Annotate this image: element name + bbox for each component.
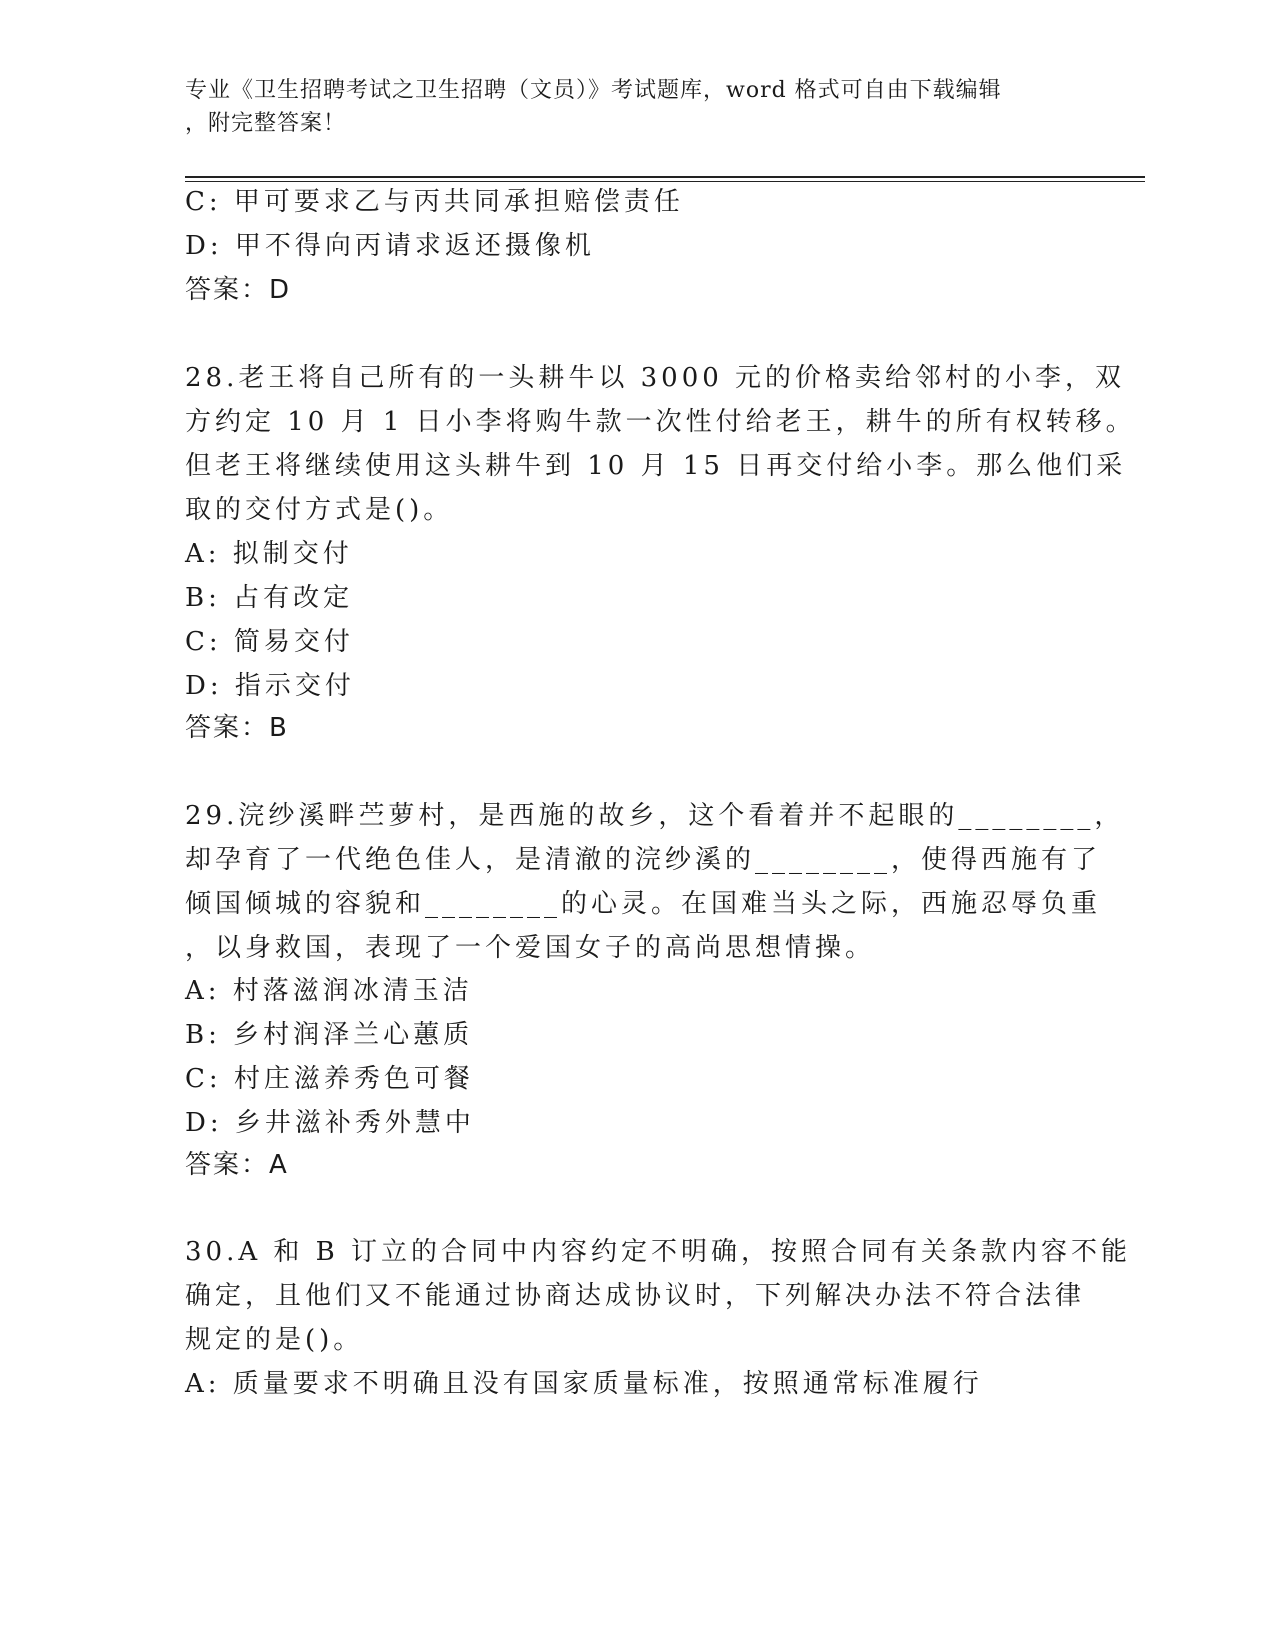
q28-option-a: A: 拟制交付 [185,539,353,569]
q30-option-a: A: 质量要求不明确且没有国家质量标准，按照通常标准履行 [185,1369,983,1399]
q30-stem-line-2: 确定，且他们又不能通过协商达成协议时，下列解决办法不符合法律 [185,1281,1086,1311]
q30-stem-line-1: 30.A 和 B 订立的合同中内容约定不明确，按照合同有关条款内容不能 [185,1237,1132,1267]
q29-option-d: D: 乡井滋补秀外慧中 [185,1108,475,1138]
q29-option-b: B: 乡村润泽兰心蕙质 [185,1020,474,1050]
q29-option-a: A: 村落滋润冰清玉洁 [185,976,473,1006]
q30-stem-line-3: 规定的是()。 [185,1325,364,1355]
header-line-2: ，附完整答案！ [185,111,347,136]
q28-stem-line-2: 方约定 10 月 1 日小李将购牛款一次性付给老王，耕牛的所有权转移。 [185,407,1136,437]
q27-option-c: C: 甲可要求乙与丙共同承担赔偿责任 [185,187,684,217]
q29-option-c: C: 村庄滋养秀色可餐 [185,1064,474,1094]
q28-option-d: D: 指示交付 [185,671,355,701]
q29-stem-line-1: 29.浣纱溪畔苎萝村，是西施的故乡，这个看着并不起眼的________， [185,801,1125,831]
page-header [185,74,1065,140]
header-divider-thick [185,176,1145,178]
q27-answer: 答案：D [185,275,292,305]
q29-stem-line-3: 倾国倾城的容貌和________的心灵。在国难当头之际，西施忍辱负重 [185,889,1102,919]
q28-option-c: C: 简易交付 [185,627,354,657]
q28-stem-line-1: 28.老王将自己所有的一头耕牛以 3000 元的价格卖给邻村的小李，双 [185,363,1126,393]
q27-option-d: D: 甲不得向丙请求返还摄像机 [185,231,595,261]
q28-stem-line-3: 但老王将继续使用这头耕牛到 10 月 15 日再交付给小李。那么他们采 [185,451,1127,481]
q29-stem-line-2: 却孕育了一代绝色佳人，是清澈的浣纱溪的________，使得西施有了 [185,845,1102,875]
q28-stem-line-4: 取的交付方式是()。 [185,495,454,525]
q29-answer: 答案：A [185,1150,289,1180]
header-divider-thin [185,181,1145,182]
q29-stem-line-4: ，以身救国，表现了一个爱国女子的高尚思想情操。 [185,933,876,963]
header-line-1: 专业《卫生招聘考试之卫生招聘（文员）》考试题库，word 格式可自由下载编辑 [185,78,1002,103]
q28-option-b: B: 占有改定 [185,583,354,613]
q28-answer: 答案：B [185,713,289,743]
